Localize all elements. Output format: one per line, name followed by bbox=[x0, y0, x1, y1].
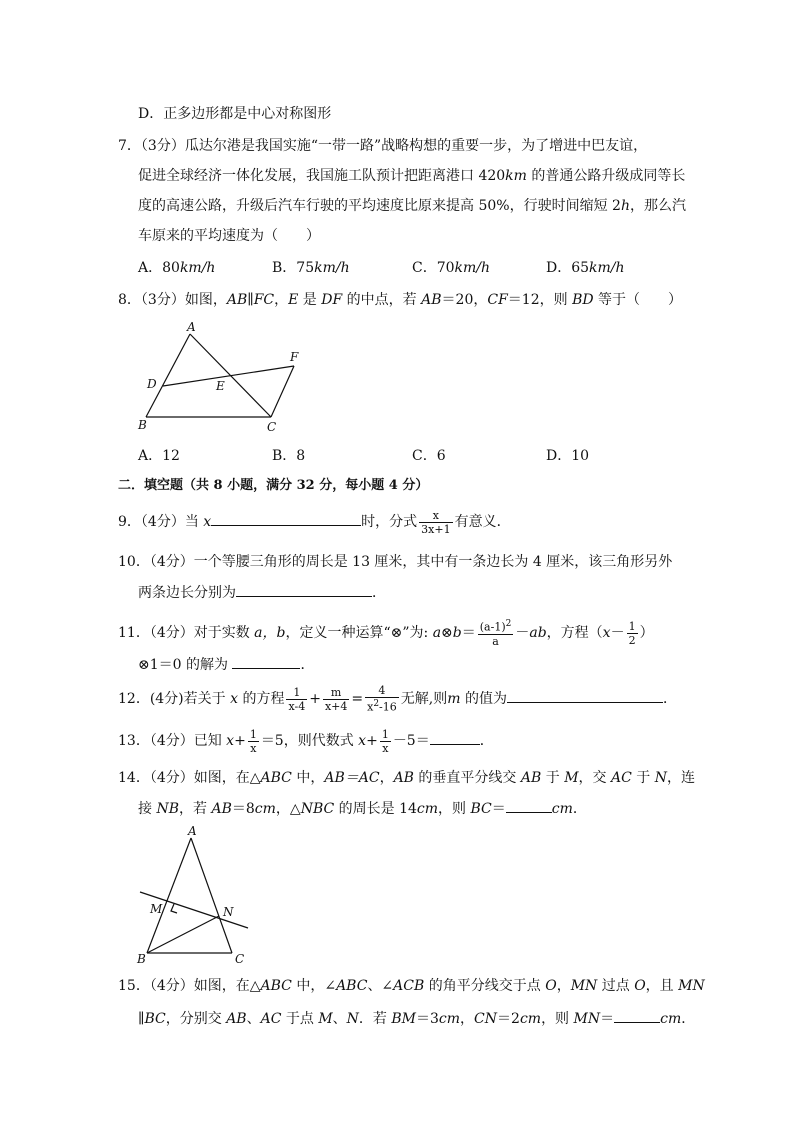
q8-segment-ab bbox=[146, 334, 190, 417]
q8-label-d: D bbox=[147, 377, 157, 391]
q14-label-m: M bbox=[150, 902, 163, 916]
q9-fraction: $\frac{x}{3x+1}$ bbox=[421, 508, 451, 536]
q14-label-c: C bbox=[235, 952, 245, 966]
q8-option-a: A．12 bbox=[138, 448, 180, 464]
q6-option-d: D．正多边形都是中心对称图形 bbox=[138, 106, 332, 122]
q7-option-b: B．75km/h bbox=[272, 260, 350, 276]
q13-fraction-1: $\frac{1}{x}$ bbox=[249, 727, 257, 755]
q10-line1: 10．（4分）一个等腰三角形的周长是 13 厘米，其中有一条边长为 4 厘米，该三角形另外 bbox=[118, 554, 673, 570]
q15-line2: ∥BC，分别交 AB、AC 于点 M、N．若 BM＝3cm，CN＝2cm，则 MN＝ cm． bbox=[138, 1008, 695, 1029]
q15-line1: 15．（4分）如图，在△ABC 中，∠ABC、∠ACB 的角平分线交于点 O，MN 过点 O，且 MN bbox=[118, 978, 705, 994]
q12-stem: 12．(4分)若关于 x 的方程 $\frac{1}{x-4}$ + $\frac{m}{x+4}$ = $\frac{4}{x^2-16}$ 无解,则m 的值为 ． bbox=[118, 684, 677, 714]
q14-label-b: B bbox=[137, 952, 146, 966]
q10-answer-blank[interactable] bbox=[236, 582, 372, 597]
q7-option-d: D．65km/h bbox=[546, 260, 625, 276]
q8-label-a: A bbox=[187, 320, 196, 334]
q7-line2: 促进全球经济一体化发展，我国施工队预计把距离港口 420km 的普通公路升级成同等长 bbox=[138, 168, 686, 184]
q8-label-f: F bbox=[290, 350, 299, 364]
q9-answer-blank[interactable] bbox=[211, 511, 361, 526]
q8-option-b: B．8 bbox=[272, 448, 306, 464]
q11-line2: ⊗1＝0 的解为 ． bbox=[138, 654, 314, 675]
q15-answer-blank[interactable] bbox=[614, 1008, 660, 1023]
q12-answer-blank[interactable] bbox=[507, 688, 663, 703]
q8-segment-cf bbox=[271, 366, 294, 417]
q14-segment-ac bbox=[191, 838, 232, 953]
q11-half-fraction: $\frac{1}{2}$ bbox=[628, 619, 636, 647]
q10-line2: 两条边长分别为 ． bbox=[138, 582, 386, 603]
q8-segment-df bbox=[163, 366, 294, 386]
q12-fraction-2: $\frac{m}{x+4}$ bbox=[324, 685, 348, 713]
q13-stem: 13．（4分）已知 x+ $\frac{1}{x}$ ＝5，则代数式 x+ $\frac{1}{x}$ －5＝ ． bbox=[118, 727, 494, 755]
q8-option-d: D．10 bbox=[546, 448, 590, 464]
q14-line2: 接 NB，若 AB＝8cm，△NBC 的周长是 14cm，则 BC＝ cm． bbox=[138, 798, 587, 819]
q11-line1: 11．（4分）对于实数 a，b，定义一种运算“⊗”为: a⊗b＝ $\frac{(a-1)^2}{a}$ －ab，方程（x－ $\frac{1}{2}$ ） bbox=[118, 619, 654, 648]
q13-answer-blank[interactable] bbox=[430, 730, 480, 745]
q12-fraction-1: $\frac{1}{x-4}$ bbox=[288, 685, 306, 713]
q14-answer-blank[interactable] bbox=[506, 798, 552, 813]
q8-stem: 8．（3分）如图，AB∥FC，E 是 DF 的中点，若 AB＝20，CF＝12，则 BD 等于（ ） bbox=[118, 292, 683, 308]
section-2-title: 二．填空题（共 8 小题，满分 32 分，每小题 4 分） bbox=[118, 478, 429, 493]
q13-fraction-2: $\frac{1}{x}$ bbox=[381, 727, 389, 755]
q8-option-c: C．6 bbox=[412, 448, 446, 464]
q8-figure bbox=[130, 318, 330, 438]
q7-option-c: C．70km/h bbox=[412, 260, 491, 276]
q9-stem: 9．（4分）当 x 时，分式 $\frac{x}{3x+1}$ 有意义． bbox=[118, 508, 511, 536]
q14-label-a: A bbox=[188, 824, 197, 838]
q7-option-a: A．80km/h bbox=[138, 260, 216, 276]
q14-line1: 14．（4分）如图，在△ABC 中，AB＝AC，AB 的垂直平分线交 AB 于 M，交 AC 于 N，连 bbox=[118, 770, 695, 786]
q14-right-angle-mark bbox=[171, 904, 177, 913]
q14-label-n: N bbox=[223, 905, 234, 919]
q12-fraction-3: $\frac{4}{x^2-16}$ bbox=[367, 684, 397, 714]
q8-label-e: E bbox=[216, 379, 225, 393]
q11-answer-blank[interactable] bbox=[232, 654, 300, 669]
q14-figure bbox=[130, 822, 260, 968]
q14-segment-ab bbox=[147, 838, 191, 953]
q7-line4: 车原来的平均速度为（ ） bbox=[138, 228, 320, 244]
q11-fraction: $\frac{(a-1)^2}{a}$ bbox=[479, 619, 512, 648]
q7-line3: 度的高速公路，升级后汽车行驶的平均速度比原来提高 50%，行驶时间缩短 2h，那么汽 bbox=[138, 198, 686, 214]
q8-label-b: B bbox=[138, 418, 147, 432]
q8-label-c: C bbox=[267, 420, 277, 434]
q7-line1: 7．（3分）瓜达尔港是我国实施“一带一路”战略构想的重要一步，为了增进中巴友谊， bbox=[118, 138, 648, 154]
q14-segment-nb bbox=[147, 916, 219, 953]
